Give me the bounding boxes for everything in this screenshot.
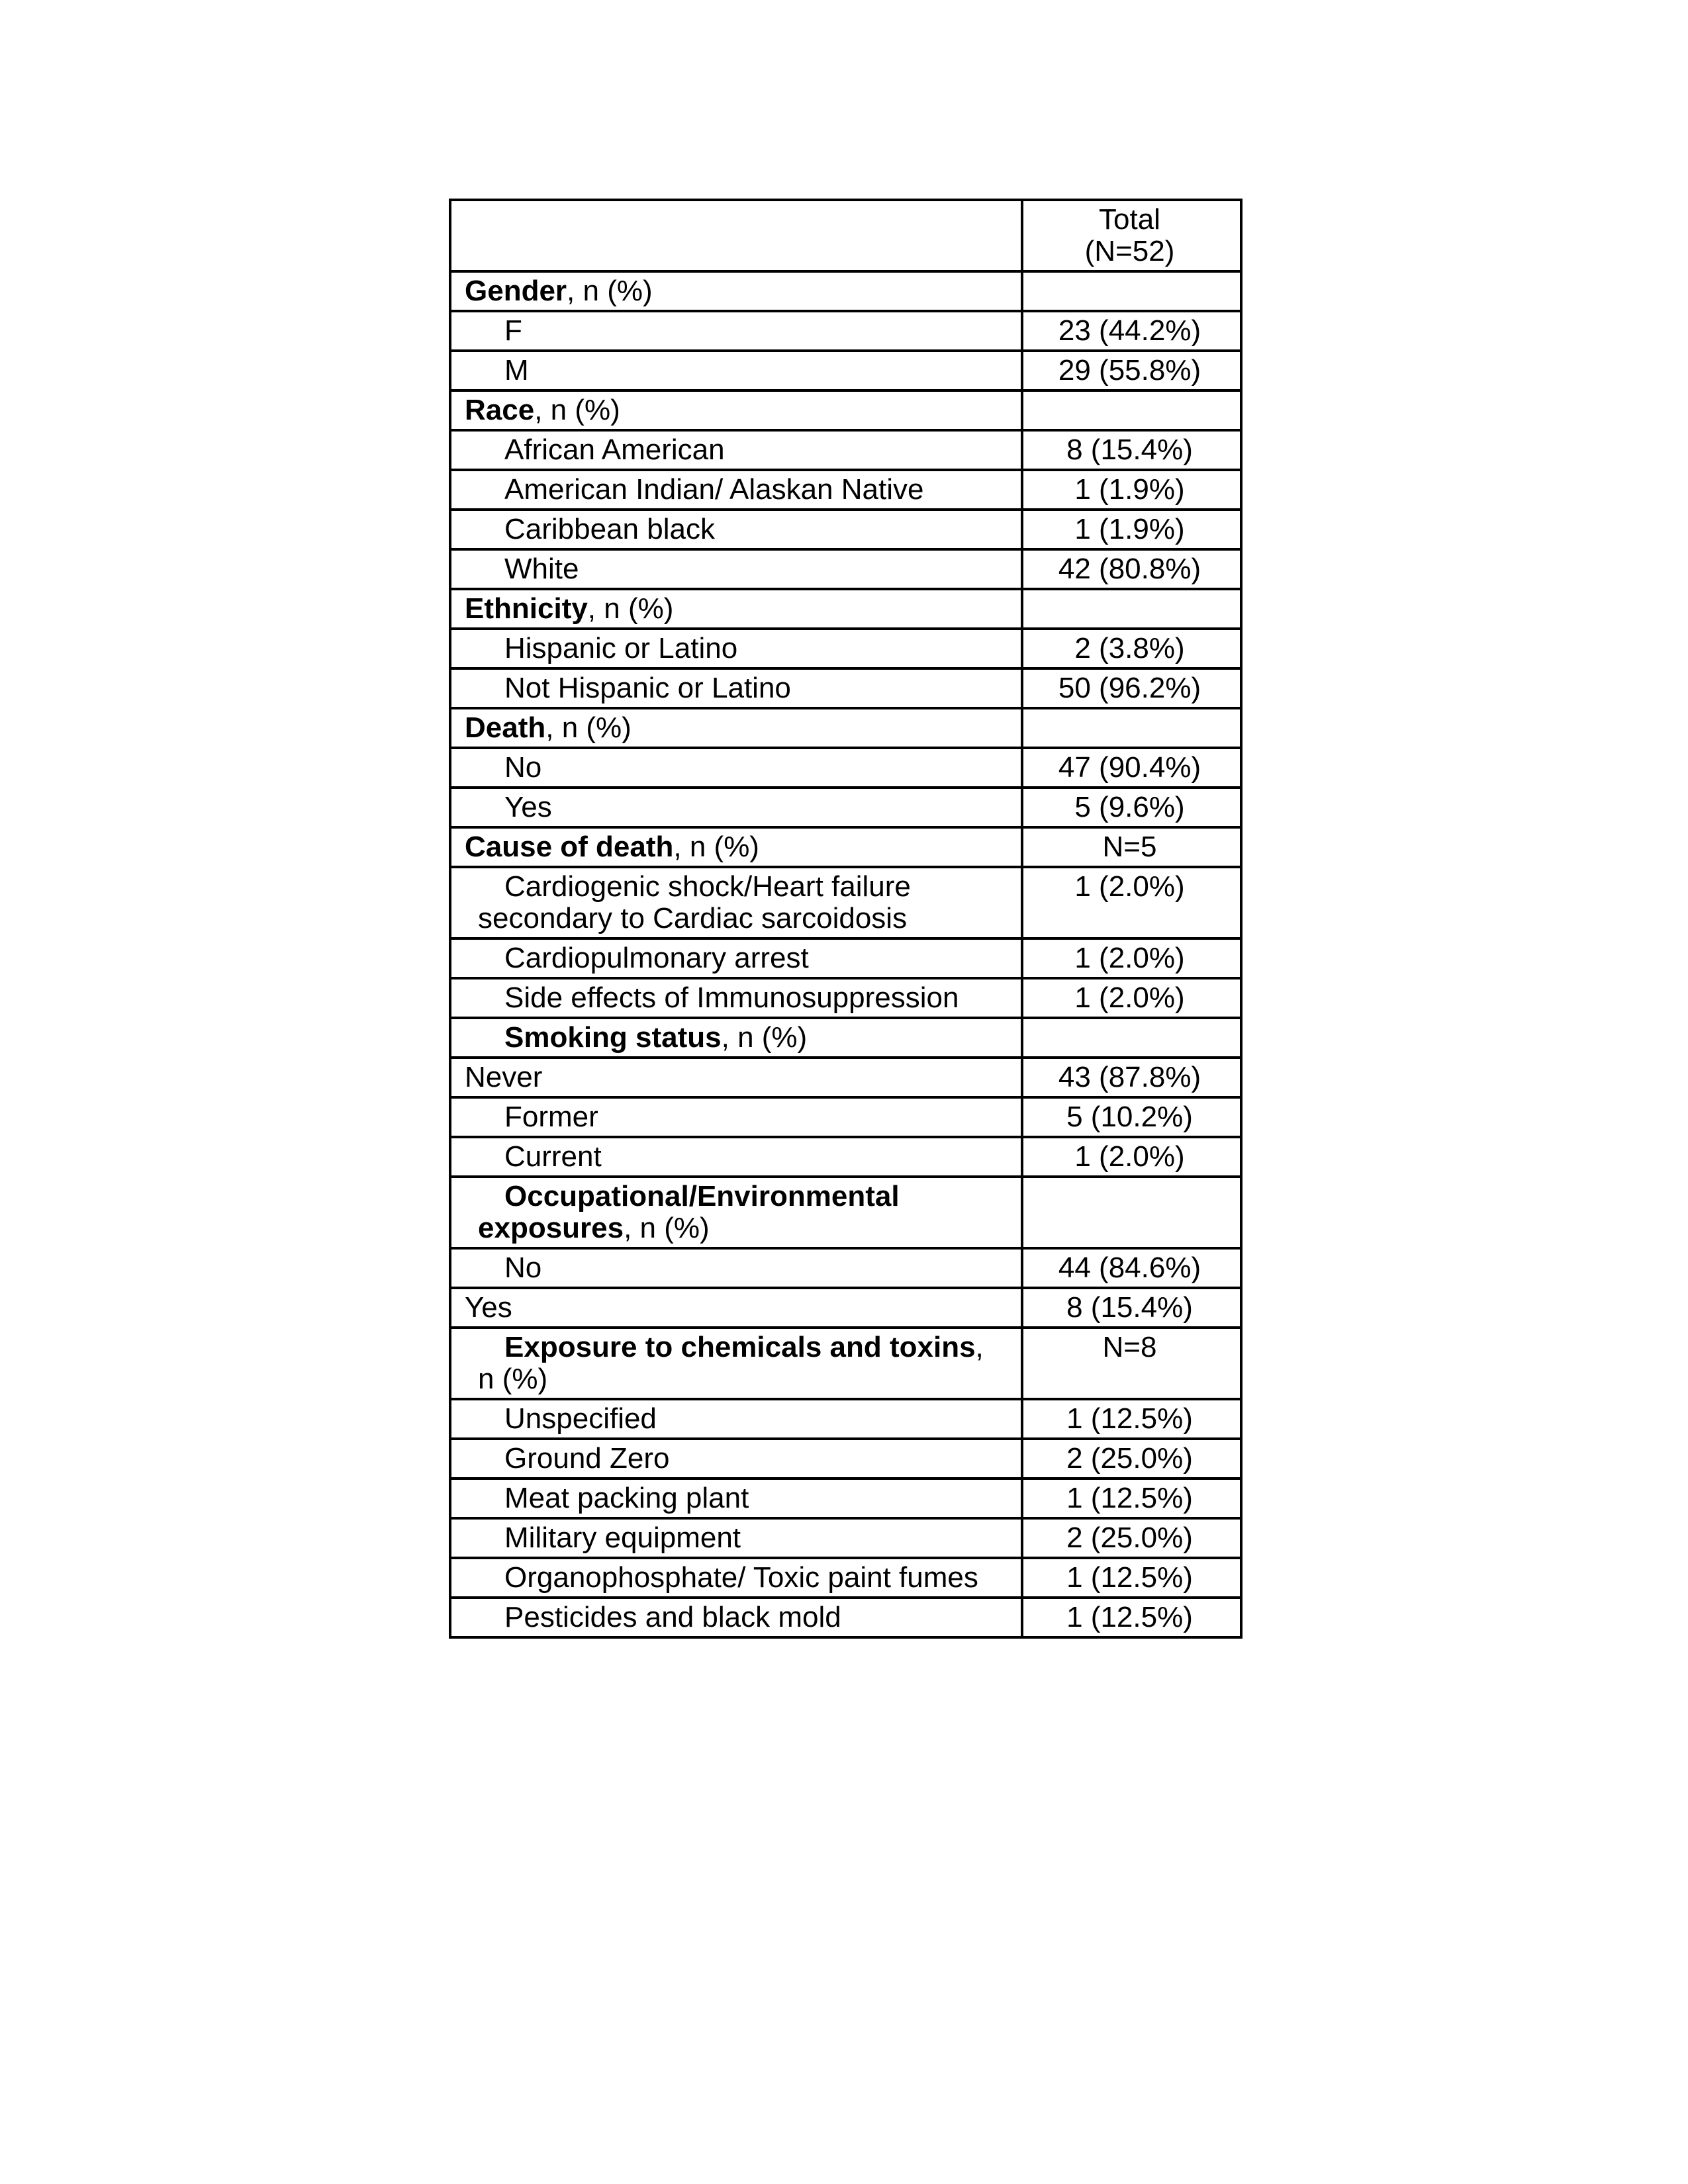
table-row: [450, 978, 1241, 1018]
row-value-cell: [1022, 978, 1241, 1018]
row-value-text: 44 (84.6%): [1058, 1251, 1201, 1284]
row-value-cell: [1022, 549, 1241, 589]
row-label-text: Not Hispanic or Latino: [504, 672, 791, 704]
row-value-cell: [1022, 938, 1241, 978]
table-row: [450, 1518, 1241, 1558]
table-row: [450, 1097, 1241, 1137]
row-label-cell: [450, 1598, 1022, 1637]
table-row: [450, 351, 1241, 390]
row-label-text: n (%): [478, 1363, 548, 1395]
row-label-text: Death, n (%): [465, 711, 632, 744]
row-label-text: No: [504, 751, 542, 784]
table-row: [450, 938, 1241, 978]
table-row: [450, 1328, 1241, 1399]
row-value-cell: [1022, 788, 1241, 827]
table-header-row: [450, 200, 1241, 271]
row-label-cell: [450, 390, 1022, 430]
row-label-text: Yes: [504, 791, 552, 823]
row-label-text: Ethnicity, n (%): [465, 592, 674, 625]
row-label-cell: [450, 1018, 1022, 1058]
row-value-cell: [1022, 311, 1241, 351]
row-value-text: N=5: [1102, 831, 1157, 863]
table-row: [450, 708, 1241, 748]
row-label-cell: [450, 1288, 1022, 1328]
row-label-cell: [450, 510, 1022, 549]
row-value-text: 2 (3.8%): [1074, 632, 1185, 664]
row-value-text: 1 (1.9%): [1074, 513, 1185, 545]
row-label-cell: [450, 589, 1022, 629]
row-label-text: Current: [504, 1140, 602, 1173]
row-value-cell: [1022, 1558, 1241, 1598]
row-value-cell: [1022, 1018, 1241, 1058]
row-label-text: American Indian/ Alaskan Native: [504, 473, 924, 506]
row-value-cell: [1022, 708, 1241, 748]
table-row: [450, 1558, 1241, 1598]
row-value-text: 23 (44.2%): [1058, 314, 1201, 347]
row-value-cell: [1022, 1248, 1241, 1288]
row-label-text: No: [504, 1251, 542, 1284]
row-value-text: 2 (25.0%): [1066, 1442, 1193, 1475]
row-label-cell: [450, 271, 1022, 311]
row-value-cell: [1022, 629, 1241, 668]
row-label-text: Organophosphate/ Toxic paint fumes: [504, 1561, 978, 1594]
row-value-text: 29 (55.8%): [1058, 354, 1201, 387]
table-row: [450, 668, 1241, 708]
row-label-text: Ground Zero: [504, 1442, 670, 1475]
row-value-text: 2 (25.0%): [1066, 1522, 1193, 1554]
row-value-cell: [1022, 1058, 1241, 1097]
row-value-cell: [1022, 470, 1241, 510]
row-label-text: Former: [504, 1101, 598, 1133]
row-label-cell: [450, 1518, 1022, 1558]
table-row: [450, 1598, 1241, 1637]
patient-demographics-table: [449, 199, 1243, 1639]
row-label-text: secondary to Cardiac sarcoidosis: [478, 902, 908, 934]
row-label-cell: [450, 1058, 1022, 1097]
row-value-cell: [1022, 271, 1241, 311]
table-row: [450, 1058, 1241, 1097]
row-value-cell: [1022, 748, 1241, 788]
table-row: [450, 510, 1241, 549]
row-label-cell: [450, 351, 1022, 390]
row-label-cell: [450, 788, 1022, 827]
row-label-cell: [450, 1097, 1022, 1137]
row-value-text: 43 (87.8%): [1058, 1061, 1201, 1093]
row-value-text: 8 (15.4%): [1066, 1291, 1193, 1324]
table-row: [450, 867, 1241, 938]
table-row: [450, 589, 1241, 629]
row-value-cell: [1022, 827, 1241, 867]
row-label-text: Gender, n (%): [465, 275, 653, 307]
row-value-text: 1 (1.9%): [1074, 473, 1185, 506]
row-label-cell: [450, 708, 1022, 748]
row-label-cell: [450, 311, 1022, 351]
table-row: [450, 271, 1241, 311]
row-value-text: 1 (12.5%): [1066, 1482, 1193, 1514]
table-row: [450, 1288, 1241, 1328]
row-value-cell: [1022, 390, 1241, 430]
row-value-text: 1 (2.0%): [1074, 981, 1185, 1014]
table-body: [450, 200, 1241, 1637]
row-value-text: 8 (15.4%): [1066, 433, 1193, 466]
row-value-cell: [1022, 1598, 1241, 1637]
table-row: [450, 390, 1241, 430]
row-value-text: N=8: [1102, 1331, 1157, 1363]
row-label-cell: [450, 938, 1022, 978]
table-row: [450, 549, 1241, 589]
table-row: [450, 1137, 1241, 1177]
row-label-cell: [450, 1248, 1022, 1288]
row-value-cell: [1022, 1479, 1241, 1518]
row-label-text: Cardiopulmonary arrest: [504, 942, 809, 974]
row-label-text: Exposure to chemicals and toxins,: [504, 1331, 984, 1363]
row-value-cell: [1022, 1328, 1241, 1399]
row-value-text: 1 (2.0%): [1074, 942, 1185, 974]
row-label-text: White: [504, 553, 579, 585]
row-value-text: 1 (2.0%): [1074, 1140, 1185, 1173]
row-value-text: 1 (12.5%): [1066, 1601, 1193, 1633]
row-label-cell: [450, 430, 1022, 470]
row-label-cell: [450, 1177, 1022, 1248]
row-value-text: 1 (2.0%): [1074, 870, 1185, 903]
row-label-cell: [450, 1558, 1022, 1598]
row-value-cell: [1022, 1399, 1241, 1439]
row-value-text: 5 (10.2%): [1066, 1101, 1193, 1133]
table-row: [450, 1018, 1241, 1058]
row-value-text: Total: [1099, 203, 1160, 236]
row-value-text: 1 (12.5%): [1066, 1561, 1193, 1594]
table-row: [450, 1479, 1241, 1518]
row-label-cell: [450, 1137, 1022, 1177]
row-label-cell: [450, 867, 1022, 938]
row-value-cell: [1022, 867, 1241, 938]
row-label-text: F: [504, 314, 522, 347]
row-label-cell: [450, 629, 1022, 668]
column-header-total: [1022, 200, 1241, 271]
row-value-cell: [1022, 1288, 1241, 1328]
row-label-cell: [450, 978, 1022, 1018]
row-label-text: M: [504, 354, 529, 387]
row-value-text: (N=52): [1084, 235, 1175, 267]
table-row: [450, 1399, 1241, 1439]
row-value-cell: [1022, 1097, 1241, 1137]
row-value-cell: [1022, 1518, 1241, 1558]
row-value-cell: [1022, 351, 1241, 390]
row-label-text: Meat packing plant: [504, 1482, 749, 1514]
row-value-cell: [1022, 1177, 1241, 1248]
row-value-cell: [1022, 1439, 1241, 1479]
row-label-cell: [450, 748, 1022, 788]
table-row: [450, 629, 1241, 668]
row-label-text: Occupational/Environmental: [504, 1180, 900, 1212]
row-label-cell: [450, 200, 1022, 271]
row-label-text: Unspecified: [504, 1402, 657, 1435]
row-value-cell: [1022, 589, 1241, 629]
row-label-cell: [450, 1328, 1022, 1399]
row-value-text: 47 (90.4%): [1058, 751, 1201, 784]
row-label-text: Cardiogenic shock/Heart failure: [504, 870, 911, 903]
row-value-cell: [1022, 668, 1241, 708]
row-value-cell: [1022, 510, 1241, 549]
table-row: [450, 788, 1241, 827]
row-label-cell: [450, 549, 1022, 589]
table-row: [450, 827, 1241, 867]
row-label-text: Never: [465, 1061, 543, 1093]
row-label-cell: [450, 827, 1022, 867]
row-label-text: exposures, n (%): [478, 1212, 710, 1244]
row-label-text: Hispanic or Latino: [504, 632, 738, 664]
row-label-text: Caribbean black: [504, 513, 715, 545]
row-value-text: 42 (80.8%): [1058, 553, 1201, 585]
row-value-text: 5 (9.6%): [1074, 791, 1185, 823]
row-label-cell: [450, 668, 1022, 708]
row-label-text: Smoking status, n (%): [504, 1021, 808, 1054]
table-row: [450, 1177, 1241, 1248]
row-label-cell: [450, 1479, 1022, 1518]
row-label-cell: [450, 1439, 1022, 1479]
row-label-text: African American: [504, 433, 725, 466]
table-row: [450, 748, 1241, 788]
table-row: [450, 1248, 1241, 1288]
row-label-text: Race, n (%): [465, 394, 620, 426]
row-label-cell: [450, 1399, 1022, 1439]
row-label-text: Side effects of Immunosuppression: [504, 981, 959, 1014]
table-row: [450, 470, 1241, 510]
row-value-text: 1 (12.5%): [1066, 1402, 1193, 1435]
row-value-text: 50 (96.2%): [1058, 672, 1201, 704]
table-row: [450, 1439, 1241, 1479]
row-label-text: Yes: [465, 1291, 512, 1324]
row-label-text: Cause of death, n (%): [465, 831, 759, 863]
table-row: [450, 430, 1241, 470]
table-row: [450, 311, 1241, 351]
row-label-text: Military equipment: [504, 1522, 741, 1554]
row-label-text: Pesticides and black mold: [504, 1601, 841, 1633]
row-label-cell: [450, 470, 1022, 510]
row-value-cell: [1022, 430, 1241, 470]
row-value-cell: [1022, 1137, 1241, 1177]
